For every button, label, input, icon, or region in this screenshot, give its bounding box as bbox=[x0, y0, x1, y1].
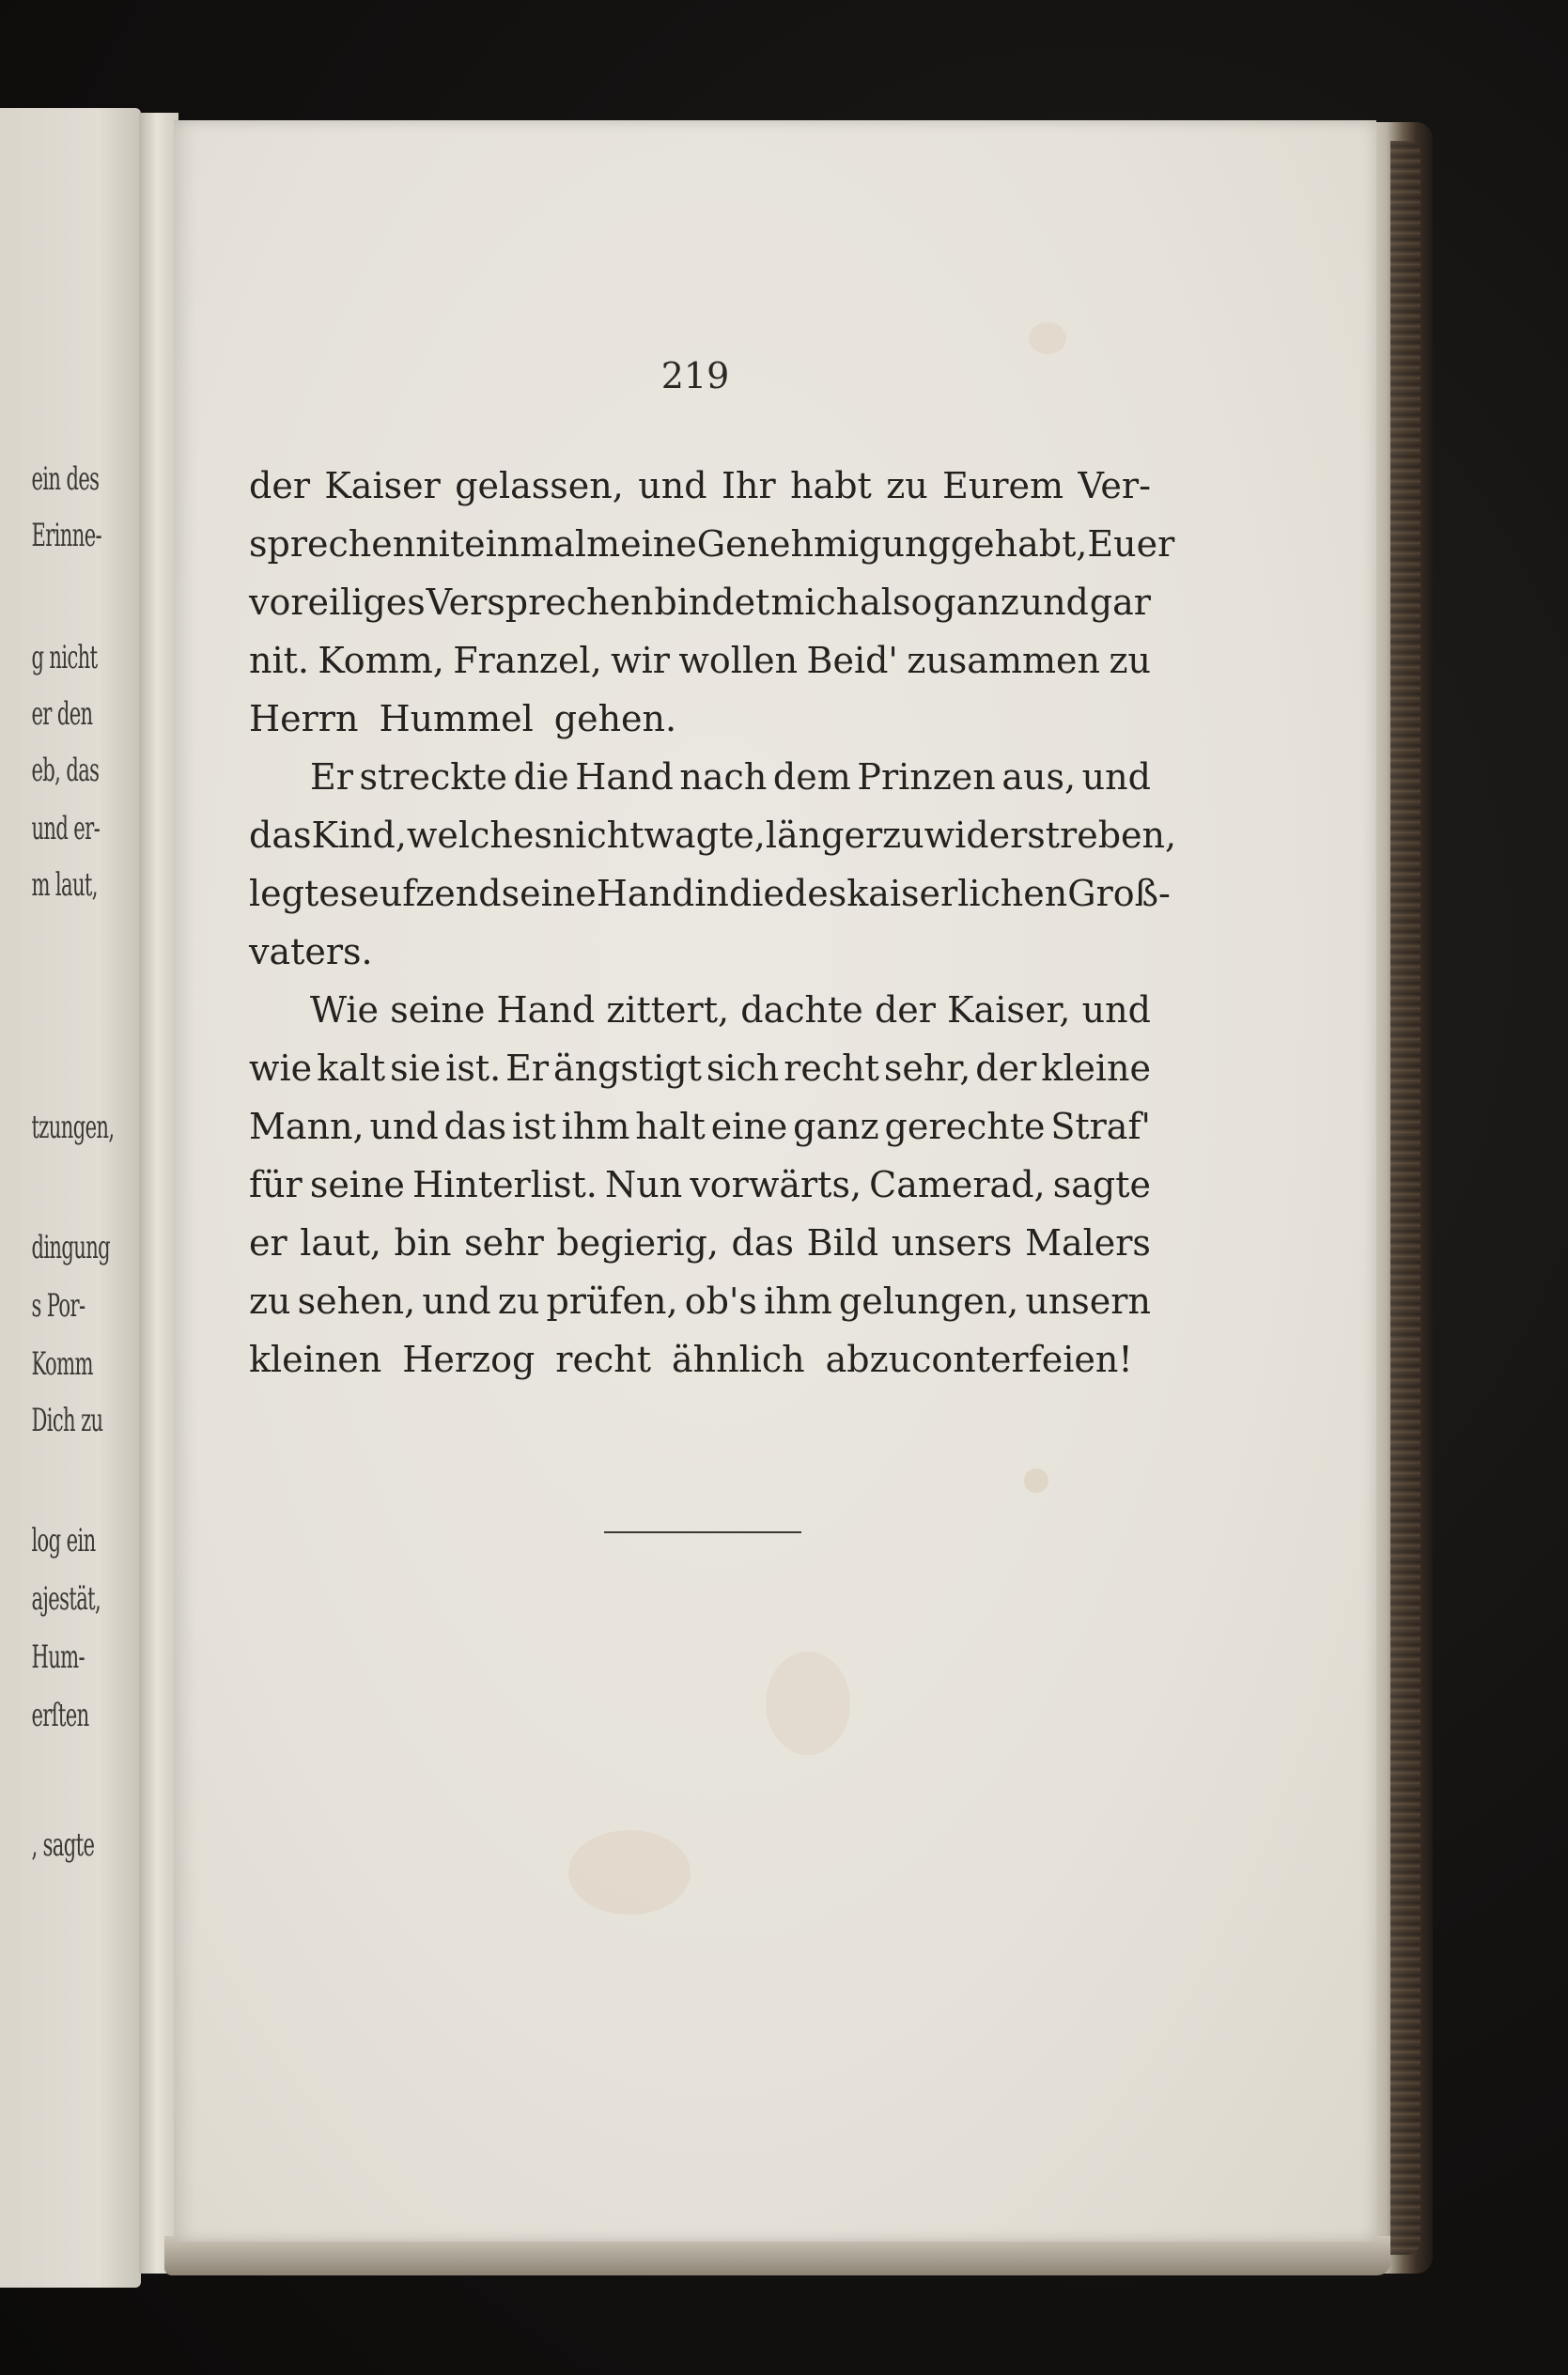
previous-page bbox=[0, 108, 141, 2288]
word: welches bbox=[406, 815, 552, 856]
word: Kind, bbox=[311, 815, 407, 856]
word: für bbox=[249, 1164, 303, 1205]
text-line bbox=[249, 873, 1171, 920]
word: ängstigt bbox=[552, 1048, 702, 1089]
word: ist bbox=[511, 1106, 556, 1147]
word: gar bbox=[1089, 582, 1151, 623]
word: Hand bbox=[496, 989, 596, 1031]
word: sehen, bbox=[297, 1281, 416, 1322]
previous-page-line: eb, das bbox=[31, 752, 100, 789]
word: seufzend bbox=[339, 873, 502, 914]
word: zu bbox=[1109, 640, 1151, 681]
word: und bbox=[1081, 989, 1151, 1031]
text-line bbox=[249, 1222, 1151, 1269]
word: Er bbox=[505, 1048, 550, 1089]
word: prüfen, bbox=[546, 1281, 678, 1322]
previous-page-line: , sagte bbox=[31, 1826, 95, 1864]
word: sie bbox=[390, 1048, 442, 1089]
word: ihm bbox=[764, 1281, 832, 1322]
word: unsern bbox=[1025, 1281, 1151, 1322]
previous-page-line: Dich zu bbox=[31, 1402, 103, 1439]
word: wir bbox=[611, 640, 670, 681]
word: die bbox=[728, 873, 784, 914]
text-line bbox=[249, 640, 1151, 687]
word: habt bbox=[790, 465, 872, 506]
word: Wie bbox=[310, 989, 380, 1031]
word: der bbox=[874, 989, 936, 1031]
text-line bbox=[249, 698, 1151, 745]
word: gehen. bbox=[553, 698, 677, 739]
text-line bbox=[249, 582, 1151, 629]
word: Malers bbox=[1025, 1222, 1151, 1264]
word: aus, bbox=[1001, 756, 1077, 798]
page-block-bottom bbox=[164, 2236, 1390, 2275]
word: Herrn bbox=[249, 698, 359, 739]
previous-page-line: log ein bbox=[31, 1522, 96, 1560]
word: die bbox=[513, 756, 569, 798]
word: Beid' bbox=[806, 640, 898, 681]
word: halt bbox=[635, 1106, 706, 1147]
word: sehr bbox=[464, 1222, 544, 1264]
word: seine bbox=[390, 989, 486, 1031]
word: Hinterlist. bbox=[412, 1164, 598, 1205]
word: der bbox=[975, 1048, 1037, 1089]
text-line bbox=[310, 756, 1151, 803]
previous-page-line: Erinne- bbox=[31, 517, 102, 554]
word: wie bbox=[249, 1048, 313, 1089]
previous-page-line: dingung bbox=[31, 1229, 111, 1266]
previous-page-line: tzungen, bbox=[31, 1109, 115, 1146]
word: Hand bbox=[596, 873, 695, 914]
word: mich bbox=[770, 582, 860, 623]
word: und bbox=[422, 1281, 491, 1322]
word: des bbox=[784, 873, 847, 914]
previous-page-line: ein des bbox=[31, 460, 100, 498]
word: dem bbox=[772, 756, 851, 798]
previous-page-line: und er- bbox=[31, 810, 101, 847]
word: bin bbox=[394, 1222, 452, 1264]
page-block-edge-texture bbox=[1390, 141, 1421, 2255]
word: Mann, bbox=[249, 1106, 365, 1147]
text-line bbox=[249, 931, 1151, 978]
word: zu bbox=[882, 815, 924, 856]
word: in bbox=[694, 873, 729, 914]
previous-page-line: Komm bbox=[31, 1345, 93, 1383]
word: Genehmigung bbox=[696, 523, 951, 565]
word: unsers bbox=[891, 1222, 1013, 1264]
word: sich bbox=[706, 1048, 780, 1089]
foxing-stain bbox=[1024, 1468, 1048, 1493]
word: das bbox=[731, 1222, 795, 1264]
foxing-stain bbox=[766, 1652, 850, 1755]
word: Versprechen bbox=[426, 582, 654, 623]
word: Straf' bbox=[1050, 1106, 1151, 1147]
word: Kaiser bbox=[324, 465, 441, 506]
word: der bbox=[249, 465, 310, 506]
previous-page-line: Hum- bbox=[31, 1638, 85, 1676]
word: Euer bbox=[1087, 523, 1175, 565]
word: nach bbox=[679, 756, 768, 798]
word: Herzog bbox=[402, 1339, 536, 1380]
word: Groß- bbox=[1067, 873, 1171, 914]
previous-page-line: er den bbox=[31, 695, 93, 733]
word: legte bbox=[249, 873, 340, 914]
word: das bbox=[443, 1106, 507, 1147]
word: begierig, bbox=[556, 1222, 719, 1264]
word: kaiserlichen bbox=[846, 873, 1068, 914]
text-line bbox=[249, 1048, 1151, 1094]
word: bindet bbox=[654, 582, 770, 623]
word: einmal bbox=[464, 523, 587, 565]
section-end-rule bbox=[604, 1531, 801, 1533]
word: zittert, bbox=[606, 989, 730, 1031]
foxing-stain bbox=[568, 1830, 691, 1915]
word: ganz bbox=[793, 1106, 879, 1147]
word: seine bbox=[501, 873, 597, 914]
word: wagte, bbox=[644, 815, 766, 856]
word: kleine bbox=[1041, 1048, 1151, 1089]
word: wollen bbox=[678, 640, 799, 681]
book-gutter bbox=[139, 113, 179, 2274]
word: zusammen bbox=[907, 640, 1100, 681]
previous-page-line: s Por- bbox=[31, 1287, 85, 1325]
word: und bbox=[1081, 756, 1151, 798]
previous-page-line: ajestät, bbox=[31, 1580, 101, 1618]
word: Ihr bbox=[721, 465, 776, 506]
word: Kaiser, bbox=[947, 989, 1071, 1031]
word: Hummel bbox=[379, 698, 534, 739]
previous-page-line: erſten bbox=[31, 1697, 89, 1734]
word: Camerad, bbox=[869, 1164, 1046, 1205]
text-line bbox=[249, 815, 1177, 862]
word: er bbox=[249, 1222, 287, 1264]
word: Komm, bbox=[318, 640, 444, 681]
word: widerstreben, bbox=[924, 815, 1177, 856]
word: Nun bbox=[605, 1164, 683, 1205]
word: Prinzen bbox=[857, 756, 996, 798]
text-line bbox=[249, 1106, 1151, 1153]
word: meine bbox=[586, 523, 697, 565]
word: dachte bbox=[740, 989, 863, 1031]
word: Er bbox=[310, 756, 353, 798]
word: das bbox=[249, 815, 312, 856]
word: nit bbox=[415, 523, 465, 565]
word: gelungen, bbox=[838, 1281, 1019, 1322]
text-line bbox=[249, 1281, 1151, 1327]
text-line bbox=[249, 1339, 1151, 1386]
word: zu bbox=[497, 1281, 540, 1322]
word: Bild bbox=[806, 1222, 879, 1264]
word: gerechte bbox=[884, 1106, 1046, 1147]
previous-page-line: g nicht bbox=[31, 639, 98, 676]
foxing-stain bbox=[1029, 322, 1066, 354]
word: ist. bbox=[445, 1048, 502, 1089]
word: und bbox=[638, 465, 707, 506]
word: vaters. bbox=[249, 931, 373, 972]
word: voreiliges bbox=[249, 582, 426, 623]
word: kleinen bbox=[249, 1339, 382, 1380]
word: nicht bbox=[551, 815, 644, 856]
word: recht bbox=[784, 1048, 879, 1089]
word: Ver- bbox=[1078, 465, 1151, 506]
word: zu bbox=[886, 465, 928, 506]
word: ganz bbox=[933, 582, 1019, 623]
word: gehabt, bbox=[950, 523, 1088, 565]
word: abzuconterfeien! bbox=[825, 1339, 1133, 1380]
word: sehr, bbox=[883, 1048, 971, 1089]
word: recht bbox=[555, 1339, 651, 1380]
word: seine bbox=[309, 1164, 405, 1205]
word: Eurem bbox=[942, 465, 1064, 506]
word: und bbox=[1019, 582, 1089, 623]
word: und bbox=[369, 1106, 439, 1147]
word: ähnlich bbox=[671, 1339, 805, 1380]
text-line bbox=[249, 465, 1151, 512]
word: eine bbox=[710, 1106, 788, 1147]
text-line bbox=[249, 523, 1175, 570]
word: sagte bbox=[1052, 1164, 1151, 1205]
word: länger bbox=[765, 815, 883, 856]
word: kalt bbox=[317, 1048, 386, 1089]
word: ob's bbox=[684, 1281, 757, 1322]
word: ihm bbox=[561, 1106, 630, 1147]
text-line bbox=[310, 989, 1151, 1036]
word: nit. bbox=[249, 640, 309, 681]
word: zu bbox=[249, 1281, 291, 1322]
word: laut, bbox=[300, 1222, 381, 1264]
word: also bbox=[860, 582, 933, 623]
text-line bbox=[249, 1164, 1151, 1211]
word: Hand bbox=[575, 756, 674, 798]
word: vorwärts, bbox=[690, 1164, 862, 1205]
word: gelassen, bbox=[455, 465, 624, 506]
word: streckte bbox=[359, 756, 508, 798]
word: Franzel, bbox=[453, 640, 602, 681]
previous-page-line: m laut, bbox=[31, 866, 98, 904]
word: sprechen bbox=[249, 523, 416, 565]
page-number: 219 bbox=[660, 355, 730, 396]
